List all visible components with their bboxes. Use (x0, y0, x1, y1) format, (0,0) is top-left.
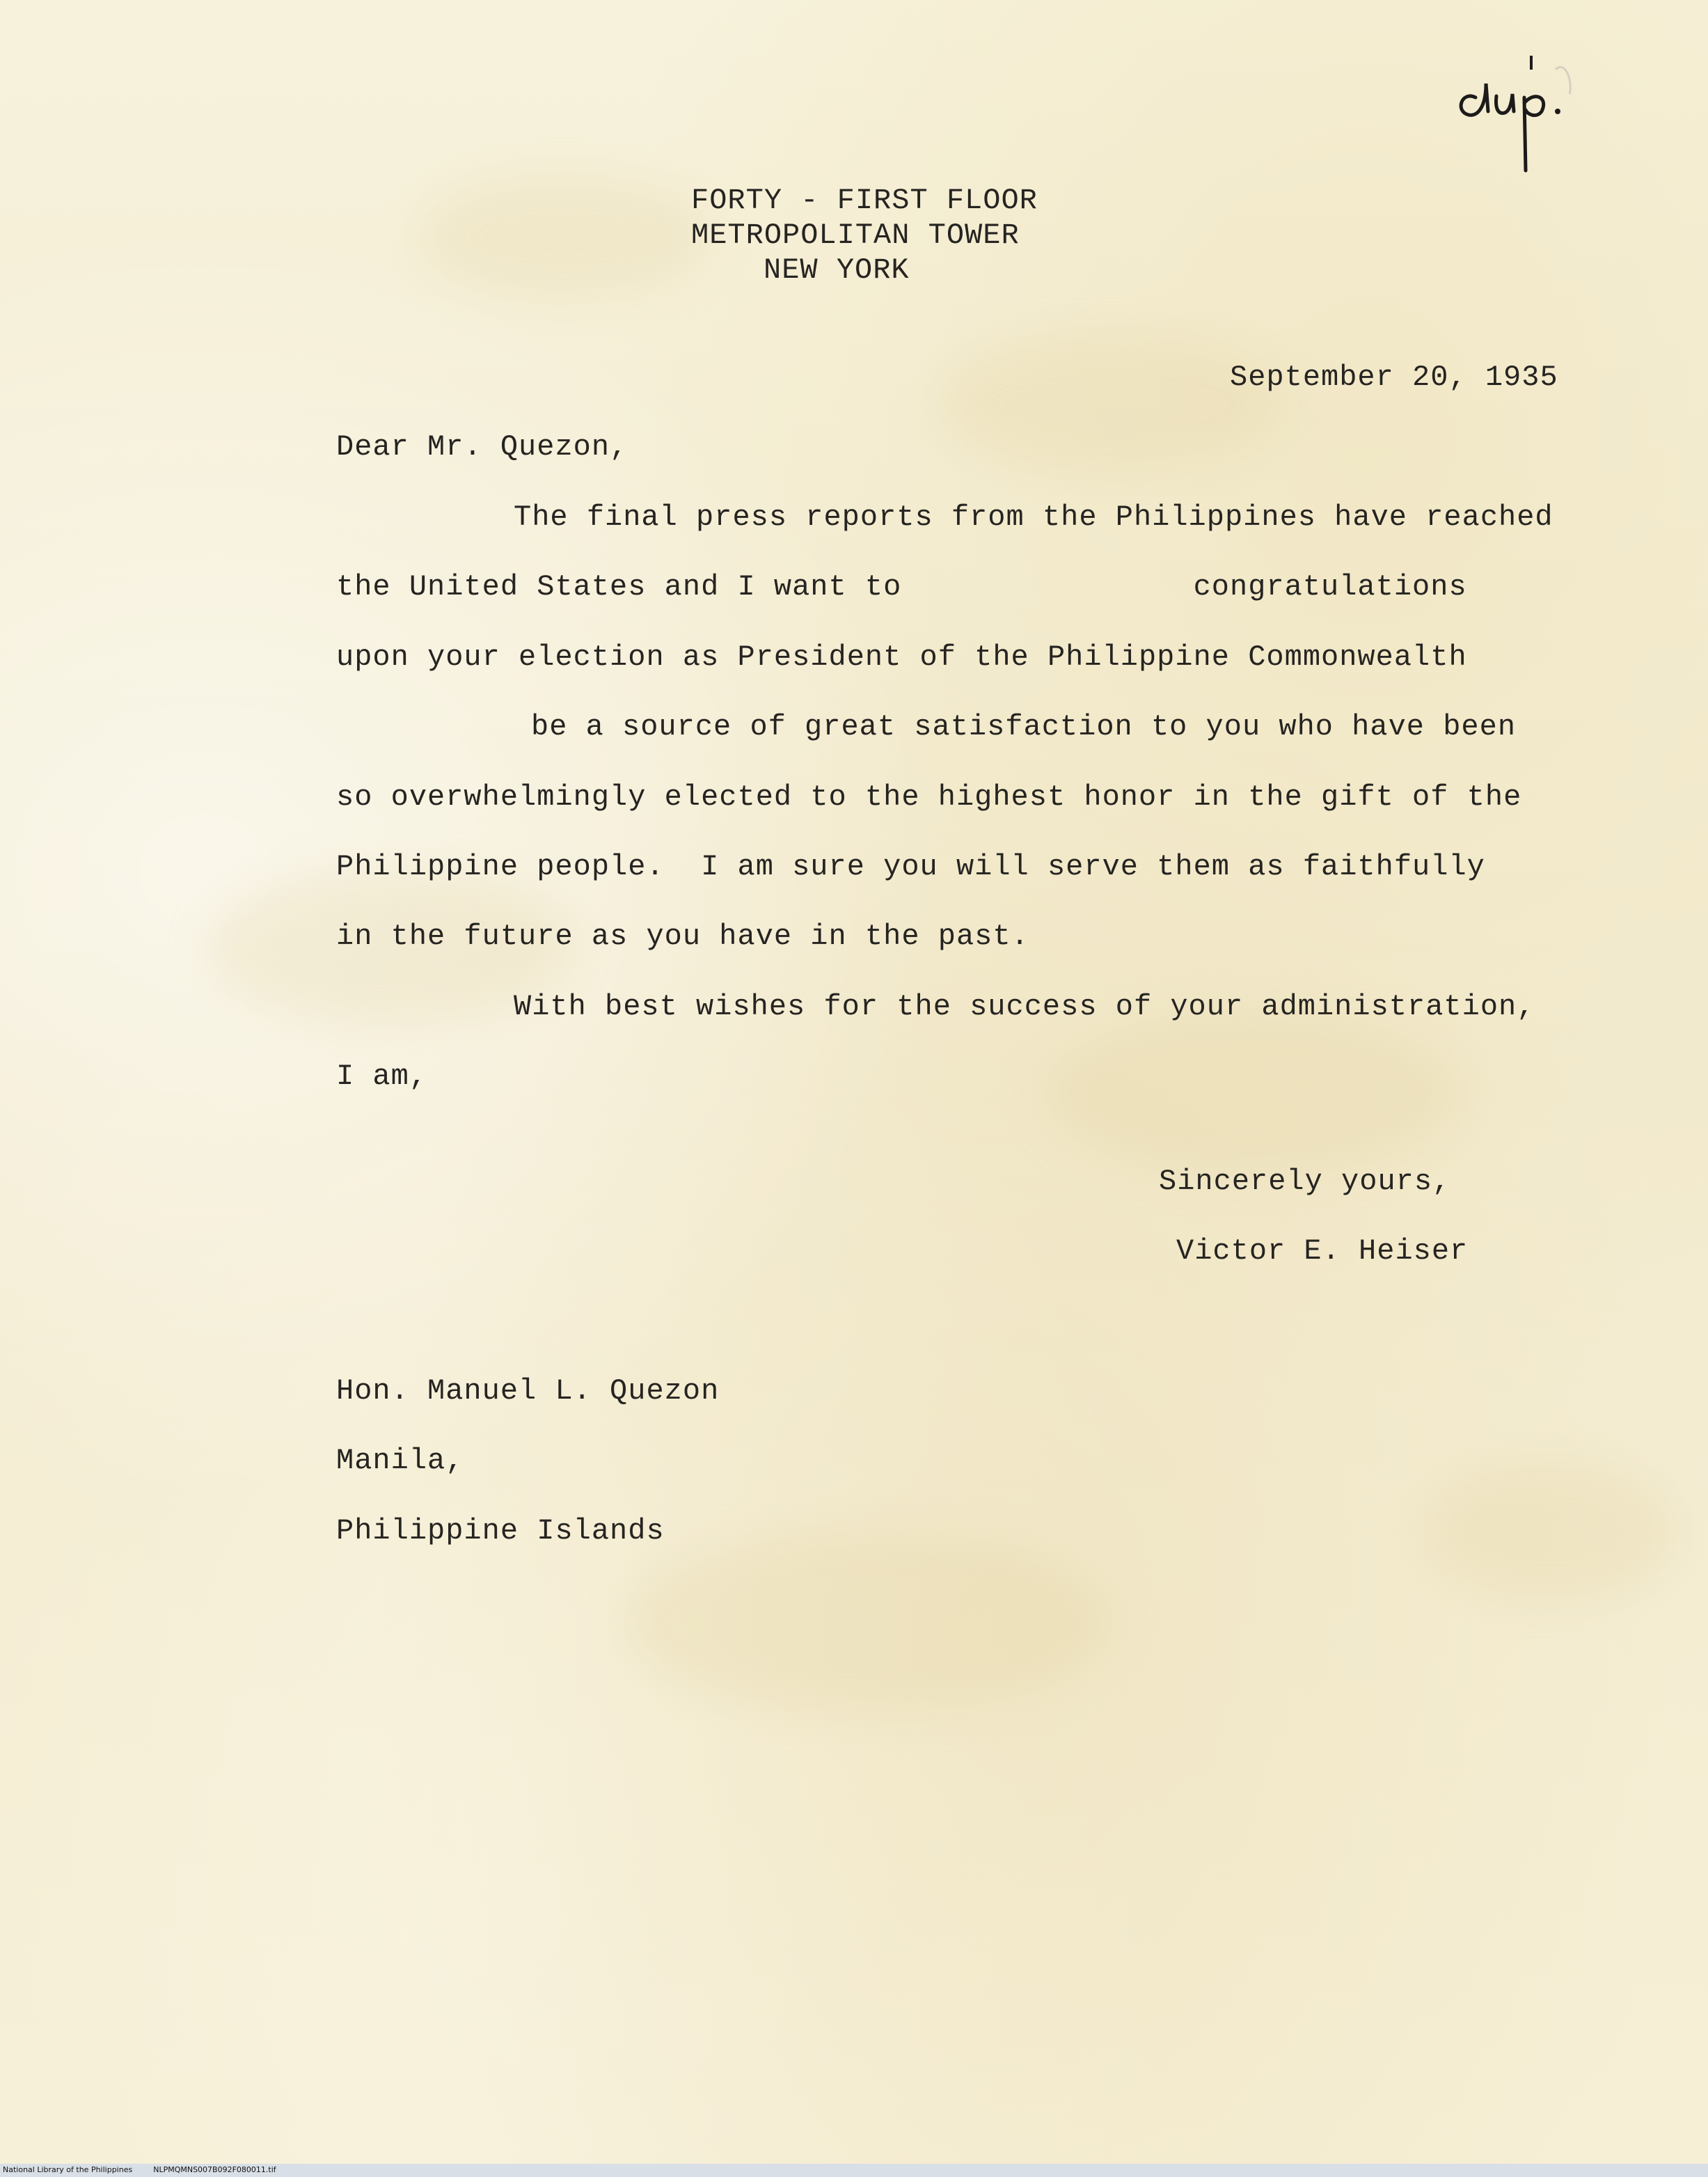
paper-stain (626, 1532, 1114, 1713)
body-line: the United States and I want to congratulations (336, 570, 1467, 604)
salutation: Dear Mr. Quezon, (336, 430, 628, 464)
letter-date: September 20, 1935 (1230, 361, 1558, 394)
body-line: upon your election as President of the Philippine Commonwealth (336, 640, 1467, 674)
footer-source: National Library of the Philippines (3, 2165, 133, 2174)
address-line-3: Philippine Islands (336, 1514, 665, 1548)
body-line: in the future as you have in the past. (336, 920, 1029, 953)
paper-stain (418, 174, 710, 299)
body-line: With best wishes for the success of your administration, (514, 990, 1535, 1023)
body-line: The final press reports from the Philippines have reached (514, 501, 1553, 534)
body-line: Philippine people. I am sure you will serve them as faithfully (336, 850, 1485, 883)
paper-stain (1427, 1462, 1677, 1601)
body-line: be a source of great satisfaction to you who have been (531, 710, 1517, 744)
footer-file: NLPMQMNS007B092F080011.tif (153, 2165, 276, 2174)
footer (3, 2165, 297, 2175)
signature: Victor E. Heiser (1176, 1234, 1469, 1268)
closing: Sincerely yours, (1159, 1165, 1451, 1198)
paper-stain (940, 334, 1288, 473)
letterhead-line-2: METROPOLITAN TOWER (691, 219, 1020, 252)
letterhead-line-1: FORTY - FIRST FLOOR (691, 184, 1038, 217)
body-line: I am, (336, 1060, 428, 1093)
address-line-1: Hon. Manuel L. Quezon (336, 1374, 720, 1408)
paper-stain (1044, 1009, 1462, 1177)
letterhead-line-3: NEW YORK (764, 253, 910, 287)
handwritten-dup-mark (1448, 42, 1580, 181)
address-line-2: Manila, (336, 1444, 464, 1477)
body-line: so overwhelmingly elected to the highest honor in the gift of the (336, 780, 1522, 814)
